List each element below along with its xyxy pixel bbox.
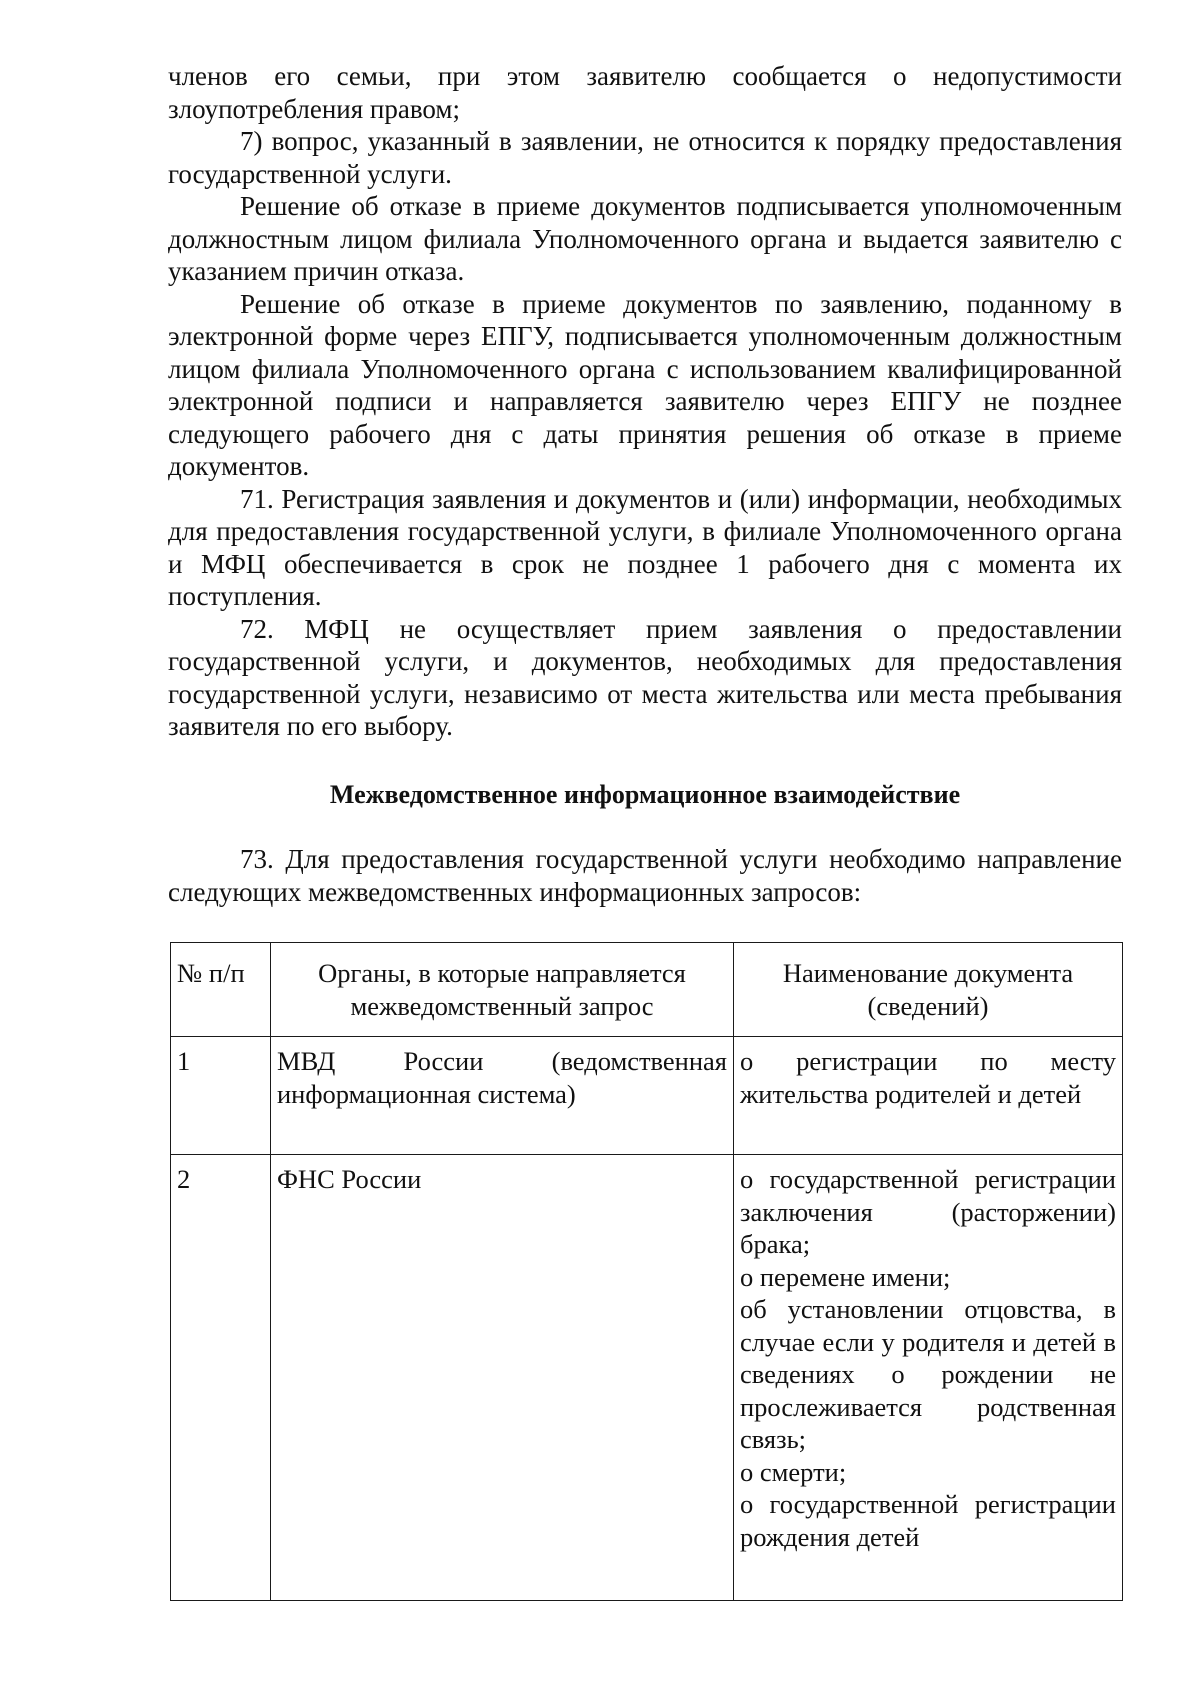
paragraph-continuation: членов его семьи, при этом заявителю сообщается о недопустимости злоупотребления правом; [168,61,1122,124]
section-title: Межведомственное информационное взаимодействие [329,780,961,809]
cell-organ: ФНС России [271,1155,734,1601]
paragraph-73: 73. Для предоставления государственной услуги необходимо направление следующих межведомственных информационных запросов: [168,844,1122,907]
paragraph-72: 72. МФЦ не осуществляет прием заявления о предоставлении государственной услуги, и документов, необходимых для предоставления государственной услуги, независимо от места жительства или места пребывания заявителя по его выбору. [168,613,1122,741]
cell-doc: о регистрации по месту жительства родителей и детей [734,1037,1123,1155]
cell-num: 1 [171,1037,271,1155]
header-doc: Наименование документа (сведений) [734,943,1123,1037]
paragraph-71: 71. Регистрация заявления и документов и (или) информации, необходимых для предоставления государственной услуги, в филиале Уполномоченного органа и МФЦ обеспечивается в срок не позднее 1 рабочего дня с момента их поступления. [168,483,1122,611]
doc-item: об установлении отцовства, в случае если у родителя и детей в сведениях о рождении не прослеживается родственная связь; [740,1294,1116,1454]
interagency-requests-table [170,942,1123,1601]
doc-item: о государственной регистрации рождения детей [740,1489,1116,1552]
doc-item: о государственной регистрации заключения (расторжении) брака; [740,1164,1116,1259]
paragraph-item-7: 7) вопрос, указанный в заявлении, не относится к порядку предоставления государственной услуги. [168,126,1122,189]
header-organ: Органы, в которые направляется межведомственный запрос [271,943,734,1037]
paragraph-decision-electronic: Решение об отказе в приеме документов по заявлению, поданному в электронной форме через ЕПГУ, подписывается уполномоченным должностным лицом филиала Уполномоченного органа с использованием квалифицированной электронной подписи и направляется заявителю через ЕПГУ не позднее следующего рабочего дня с даты принятия решения об отказе в приеме документов. [168,288,1122,481]
body-text-73 [168,843,1122,908]
body-text-top [168,60,1122,743]
table-row [171,1155,1123,1601]
doc-item: о смерти; [740,1456,847,1487]
doc-item: о перемене имени; [740,1261,951,1292]
table-row [171,1037,1123,1155]
table-header-row [171,943,1123,1037]
cell-organ: МВД России (ведомственная информационная система) [271,1037,734,1155]
cell-num: 2 [171,1155,271,1601]
paragraph-decision-paper: Решение об отказе в приеме документов подписывается уполномоченным должностным лицом филиала Уполномоченного органа и выдается заявителю с указанием причин отказа. [168,191,1122,286]
cell-doc-list [734,1155,1123,1601]
header-num: № п/п [171,943,271,1037]
